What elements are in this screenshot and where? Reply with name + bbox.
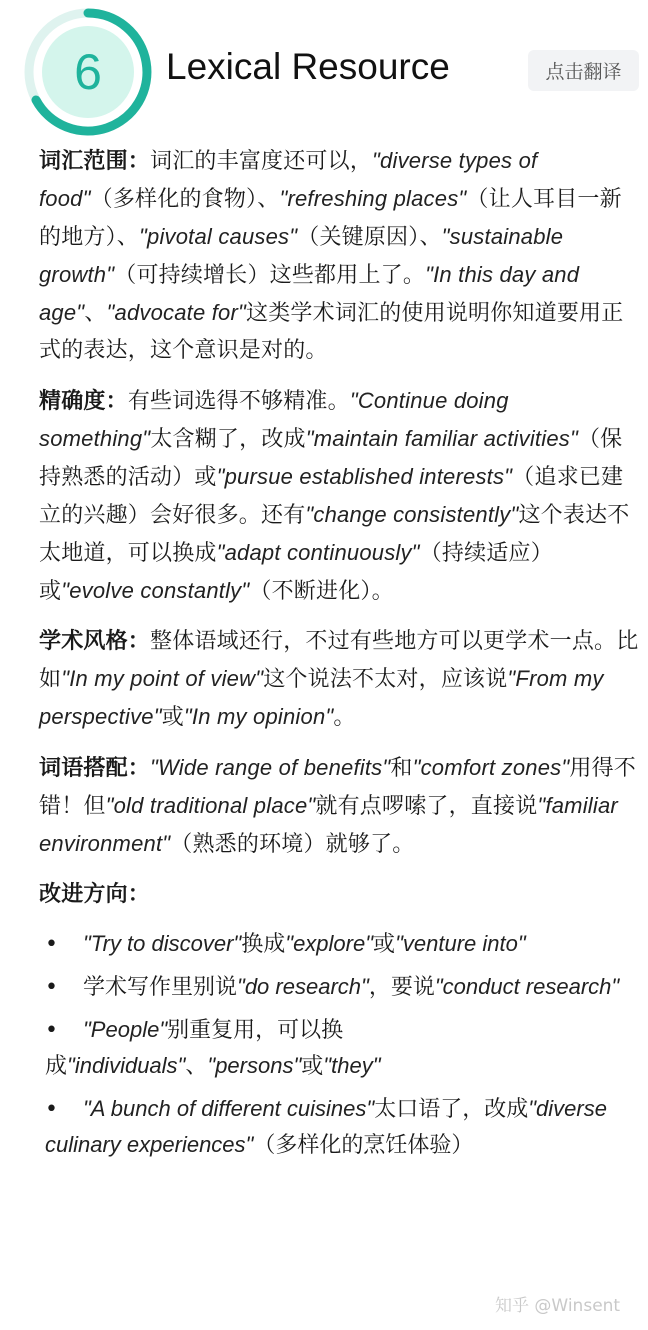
english-phrase: "refreshing places"	[279, 186, 467, 211]
text-segment: 就有点啰嗦了，直接说	[315, 794, 538, 819]
text-segment: （保持熟悉的活动）或	[39, 427, 623, 490]
text-segment: 、	[185, 1054, 208, 1079]
text-segment: 换成	[241, 932, 286, 957]
feedback-paragraph	[39, 142, 639, 369]
text-segment: 太含糊了，改成	[150, 427, 306, 452]
english-phrase: "Continue doing something"	[39, 388, 509, 451]
english-phrase: "In this day and age"	[39, 262, 580, 325]
list-item	[45, 1012, 639, 1084]
english-phrase: "individuals"	[67, 1053, 186, 1078]
text-segment: 或	[161, 705, 184, 730]
text-segment: （熟悉的环境）就够了。	[170, 832, 415, 857]
improvements-list	[39, 926, 639, 1163]
english-phrase: "evolve constantly"	[61, 578, 250, 603]
english-phrase: "Wide range of benefits"	[150, 755, 391, 780]
english-phrase: "pursue established interests"	[216, 464, 513, 489]
english-phrase: "adapt continuously"	[216, 540, 420, 565]
feedback-paragraph	[39, 382, 639, 610]
english-phrase: "diverse types of food"	[39, 148, 538, 211]
text-segment: （关键原因）、	[297, 225, 442, 250]
english-phrase: "Try to discover"	[83, 931, 242, 956]
feedback-content	[39, 142, 639, 1170]
english-phrase: "old traditional place"	[105, 793, 316, 818]
english-phrase: "change consistently"	[305, 502, 519, 527]
text-segment: 这类学术词汇的使用说明你知道要用正式的表达，这个意识是对的。	[39, 301, 624, 363]
english-phrase: "pivotal causes"	[139, 224, 298, 249]
translate-button[interactable]: 点击翻译	[528, 50, 639, 91]
english-phrase: "venture into"	[395, 931, 526, 956]
english-phrase: "diverse culinary experiences"	[45, 1096, 607, 1157]
text-segment: （多样化的食物）、	[90, 187, 280, 212]
section-title: Lexical Resource	[166, 46, 450, 87]
english-phrase: "persons"	[207, 1053, 302, 1078]
english-phrase: "advocate for"	[106, 300, 247, 325]
text-segment: （让人耳目一新的地方）、	[39, 187, 622, 250]
text-segment: ，要说	[368, 975, 435, 1000]
english-phrase: "In my point of view"	[61, 666, 264, 691]
watermark: 知乎 @Winsent	[495, 1296, 621, 1316]
text-segment: 别重复用，可以换成	[45, 1018, 344, 1079]
english-phrase: "maintain familiar activities"	[305, 426, 578, 451]
bullet-icon: •	[45, 975, 58, 1000]
english-phrase: "In my opinion"	[183, 704, 334, 729]
paragraph-label: 词汇范围：	[39, 149, 151, 174]
text-segment: 学术写作里别说	[83, 975, 238, 1000]
text-segment: （多样化的烹饪体验）	[253, 1133, 474, 1158]
bullet-icon: •	[45, 1018, 58, 1043]
text-segment: 太口语了，改成	[374, 1097, 529, 1122]
text-segment: 这个表达不太地道，可以换成	[39, 503, 630, 566]
bullet-icon: •	[45, 932, 58, 957]
text-segment: （追求已建立的兴趣）会好很多。还有	[39, 465, 624, 528]
bullet-icon: •	[45, 1097, 58, 1122]
text-segment: 这个说法不太对，应该说	[263, 667, 508, 692]
header	[0, 0, 648, 140]
feedback-sections	[39, 142, 639, 863]
english-phrase: "familiar environment"	[39, 793, 618, 856]
improvements-heading: 改进方向：	[39, 882, 151, 907]
text-segment: （不断进化）。	[249, 579, 394, 604]
text-segment: 用得不错！但	[39, 756, 636, 819]
english-phrase: "People"	[83, 1017, 168, 1042]
text-segment: 和	[390, 756, 413, 781]
english-phrase: "do research"	[237, 974, 369, 999]
english-phrase: "A bunch of different cuisines"	[83, 1096, 375, 1121]
english-phrase: "comfort zones"	[412, 755, 570, 780]
english-phrase: "explore"	[285, 931, 374, 956]
text-segment: 有些词选得不够精准。	[127, 389, 350, 414]
text-segment: 、	[84, 301, 107, 326]
text-segment: 整体语域还行，不过有些地方可以更学术一点。比如	[39, 629, 639, 692]
text-segment: 或	[301, 1054, 324, 1079]
paragraph-label: 精确度：	[39, 389, 128, 414]
feedback-paragraph	[39, 623, 639, 736]
text-segment: 词汇的丰富度还可以，	[150, 149, 373, 174]
list-item	[45, 1091, 639, 1163]
paragraph-label: 学术风格：	[39, 629, 151, 654]
text-segment: 或	[373, 932, 396, 957]
english-phrase: "conduct research"	[434, 974, 620, 999]
paragraph-label: 词语搭配：	[39, 756, 151, 781]
text-segment: （可持续增长）这些都用上了。	[114, 263, 426, 288]
text-segment: 。	[333, 705, 356, 730]
score-value: 6	[74, 44, 102, 100]
english-phrase: "they"	[323, 1053, 381, 1078]
english-phrase: "sustainable growth"	[39, 224, 564, 287]
english-phrase: "From my perspective"	[39, 666, 604, 729]
feedback-paragraph	[39, 749, 639, 863]
list-item	[45, 926, 639, 962]
text-segment: （持续适应）或	[39, 541, 553, 604]
list-item	[45, 969, 639, 1005]
